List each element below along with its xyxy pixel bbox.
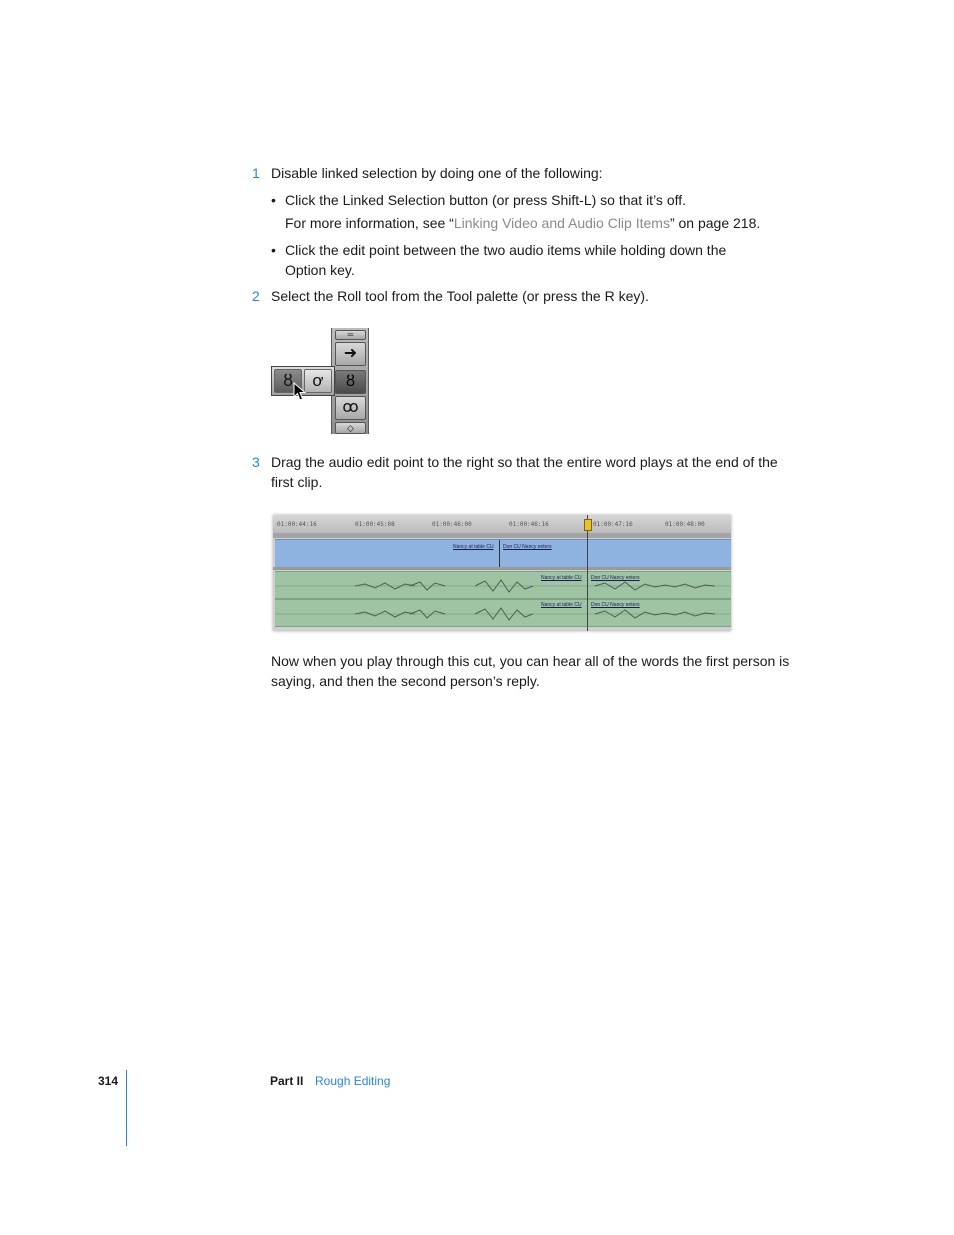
bullet-2-line-2: Option key. (285, 262, 355, 278)
timecode: 01:00:47:16 (593, 521, 633, 528)
roll-tool-icon[interactable]: ȣ (335, 370, 366, 394)
cross-reference-link[interactable]: Linking Video and Audio Clip Items (453, 215, 670, 231)
audio-clip-label: Don CU Nancy enters (591, 602, 640, 608)
video-clip-label: Don CU Nancy enters (503, 544, 552, 550)
audio-clip-label: Nancy at table CU (541, 575, 582, 581)
bullet-1-more-info (285, 213, 760, 233)
more-info-prefix: For more information, see “ (285, 215, 454, 231)
ripple-tool-icon[interactable]: ơ (304, 369, 332, 393)
step-3-line-1: Drag the audio edit point to the right so that the entire word plays at the end of the (271, 454, 778, 470)
audio-waveform (275, 572, 731, 598)
razor-tool-icon[interactable]: ═ (335, 330, 366, 340)
audio-track-a1[interactable] (275, 571, 731, 599)
step-1-number: 1 (252, 165, 260, 181)
video-track[interactable] (275, 539, 731, 568)
timecode: 01:00:44:16 (277, 521, 317, 528)
timeline-figure (273, 515, 731, 631)
step-2-number: 2 (252, 288, 260, 304)
video-edit-point[interactable] (499, 540, 500, 567)
step-1-text: Disable linked selection by doing one of the following: (271, 165, 603, 181)
pen-tool-icon[interactable]: ◇ (335, 422, 366, 434)
timecode: 01:00:46:16 (509, 521, 549, 528)
footer-section: Rough Editing (315, 1074, 391, 1088)
slip-tool-icon[interactable]: ꝏ (335, 396, 366, 420)
arrow-right-icon[interactable]: ➜ (335, 342, 366, 366)
footer-part: Part II (270, 1074, 304, 1088)
audio-track-a2[interactable] (275, 599, 731, 627)
footer-rule (126, 1070, 127, 1146)
mouse-pointer-icon (293, 382, 307, 402)
tool-palette (331, 328, 369, 434)
timecode: 01:00:48:00 (665, 521, 705, 528)
render-bar (273, 533, 731, 538)
audio-waveform (275, 600, 731, 626)
page-number: 314 (98, 1074, 119, 1088)
closing-line-1: Now when you play through this cut, you can hear all of the words the first person is (271, 653, 790, 669)
playhead[interactable] (584, 519, 592, 531)
video-clip-label: Nancy at table CU (453, 544, 494, 550)
tool-palette-figure (271, 328, 369, 434)
bullet-2-symbol: • (271, 242, 276, 258)
step-3-line-2: first clip. (271, 474, 323, 490)
bullet-1-symbol: • (271, 192, 276, 208)
track-divider (273, 567, 731, 570)
timecode: 01:00:45:08 (355, 521, 395, 528)
bullet-1-text: Click the Linked Selection button (or press Shift-L) so that it’s off. (285, 192, 687, 208)
audio-clip-label: Don CU Nancy enters (591, 575, 640, 581)
bullet-2-line-1: Click the edit point between the two audio items while holding down the (285, 242, 727, 258)
audio-clip-label: Nancy at table CU (541, 602, 582, 608)
step-3-number: 3 (252, 454, 260, 470)
playhead-line (587, 515, 588, 631)
roll-tool-popout-icon[interactable]: ȣ (274, 369, 302, 393)
closing-line-2: saying, and then the second person’s reply. (271, 673, 540, 689)
timecode: 01:00:46:00 (432, 521, 472, 528)
step-2-text: Select the Roll tool from the Tool palette (or press the R key). (271, 288, 649, 304)
more-info-suffix: ” on page 218. (669, 215, 761, 231)
